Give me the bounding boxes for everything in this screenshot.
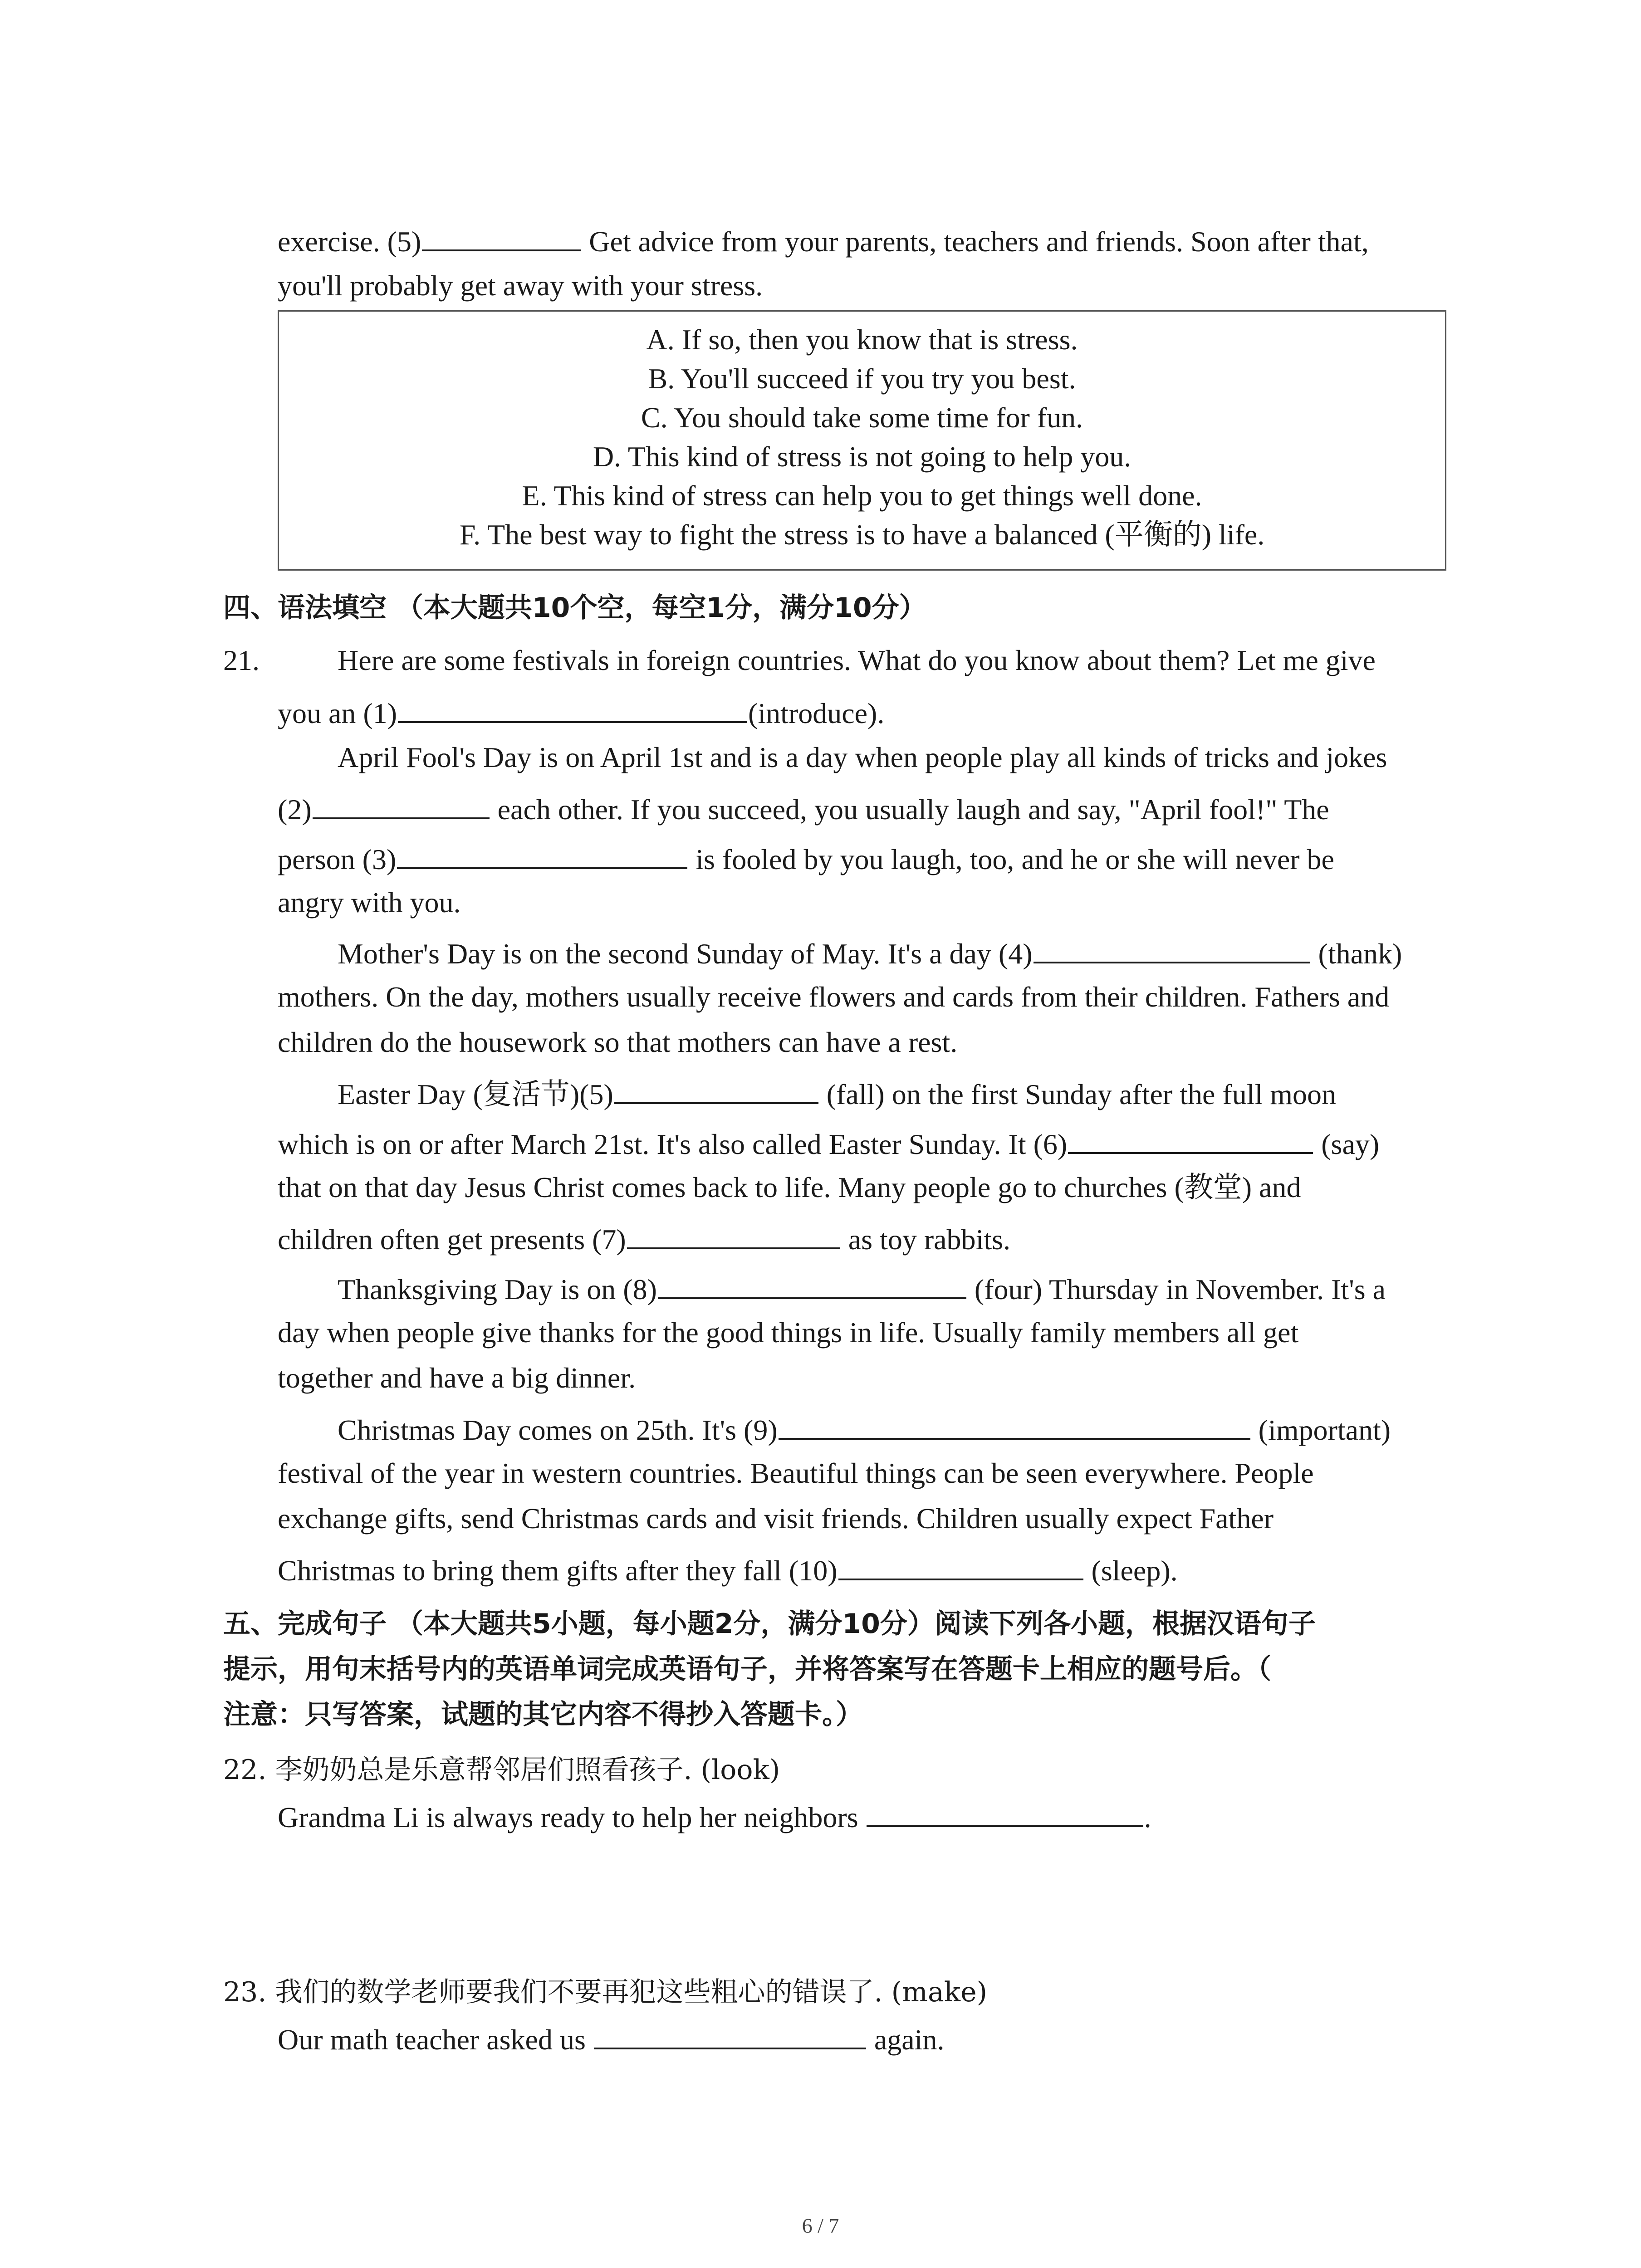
passage-line: festival of the year in western countries. Beautiful things can be seen everywhere. People [278,1457,1314,1489]
answer-blank-8[interactable] [658,1269,966,1299]
question-number-21: 21. [223,644,260,676]
answer-blank-10[interactable] [838,1550,1083,1580]
answer-blank-3[interactable] [397,839,687,869]
option-b: B. You'll succeed if you try you best. [648,362,1076,395]
question-23-prompt: 23. 我们的数学老师要我们不要再犯这些粗心的错误了. (make) [223,1976,987,2008]
passage-line: exercise. (5) Get advice from your parents, teachers and friends. Soon after that, [278,221,1369,258]
passage-line: angry with you. [278,886,461,919]
passage-line: you an (1) (introduce). [278,693,884,729]
passage-line: that on that day Jesus Christ comes back to life. Many people go to churches (教堂) and [278,1171,1301,1203]
answer-blank-6[interactable] [1068,1124,1313,1154]
passage-line: mothers. On the day, mothers usually receive flowers and cards from their children. Fathers and [278,981,1390,1013]
question-22-sentence: Grandma Li is always ready to help her neighbors . [278,1797,1151,1833]
option-e: E. This kind of stress can help you to get things well done. [522,479,1202,512]
answer-blank-22[interactable] [867,1797,1143,1827]
option-f: F. The best way to fight the stress is to have a balanced (平衡的) life. [459,518,1265,551]
passage-line: together and have a big dinner. [278,1362,636,1394]
section-5-heading: 提示，用句末括号内的英语单词完成英语句子，并将答案写在答题卡上相应的题号后。（ [223,1653,1271,1685]
passage-line: Mother's Day is on the second Sunday of May. It's a day (4) (thank) [338,934,1402,970]
passage-line: children often get presents (7) as toy rabbits. [278,1219,1010,1256]
section-4-heading: 四、语法填空 （本大题共10个空，每空1分，满分10分） [223,592,926,624]
options-box [278,310,1446,571]
section-5-heading: 注意：只写答案，试题的其它内容不得抄入答题卡。） [223,1699,863,1730]
question-23-sentence: Our math teacher asked us again. [278,2019,944,2056]
page-number: 6 / 7 [802,2214,839,2237]
option-d: D. This kind of stress is not going to help you. [593,440,1132,473]
answer-blank-5[interactable] [422,221,581,251]
answer-blank-1[interactable] [398,693,747,723]
answer-blank-9[interactable] [779,1410,1250,1440]
passage-line: which is on or after March 21st. It's also called Easter Sunday. It (6) (say) [278,1124,1379,1160]
passage-line: exchange gifts, send Christmas cards and visit friends. Children usually expect Father [278,1502,1274,1535]
option-c: C. You should take some time for fun. [641,401,1083,434]
passage-line: you'll probably get away with your stress. [278,269,763,302]
passage-line: day when people give thanks for the good things in life. Usually family members all get [278,1316,1299,1349]
passage-line: Here are some festivals in foreign countries. What do you know about them? Let me give [338,644,1376,676]
passage-line: children do the housework so that mothers can have a rest. [278,1026,958,1058]
passage-line: Easter Day (复活节)(5) (fall) on the first Sunday after the full moon [338,1074,1336,1110]
answer-blank-2[interactable] [313,789,490,819]
answer-blank-23[interactable] [594,2019,866,2049]
passage-line: (2) each other. If you succeed, you usually laugh and say, "April fool!" The [278,789,1329,826]
answer-blank-7[interactable] [627,1219,840,1249]
passage-line: April Fool's Day is on April 1st and is a day when people play all kinds of tricks and jokes [338,741,1387,773]
answer-blank-4[interactable] [1034,934,1310,963]
question-22-prompt: 22. 李奶奶总是乐意帮邻居们照看孩子. (look) [223,1754,780,1786]
option-a: A. If so, then you know that is stress. [646,323,1078,356]
section-5-heading: 五、完成句子 （本大题共5小题，每小题2分，满分10分）阅读下列各小题，根据汉语句子 [223,1608,1316,1640]
answer-blank-5[interactable] [614,1074,818,1104]
passage-line: Christmas Day comes on 25th. It's (9) (important) [338,1410,1391,1446]
passage-line: Christmas to bring them gifts after they fall (10) (sleep). [278,1550,1178,1587]
passage-line: person (3) is fooled by you laugh, too, and he or she will never be [278,839,1334,875]
passage-line: Thanksgiving Day is on (8) (four) Thursday in November. It's a [338,1269,1386,1305]
